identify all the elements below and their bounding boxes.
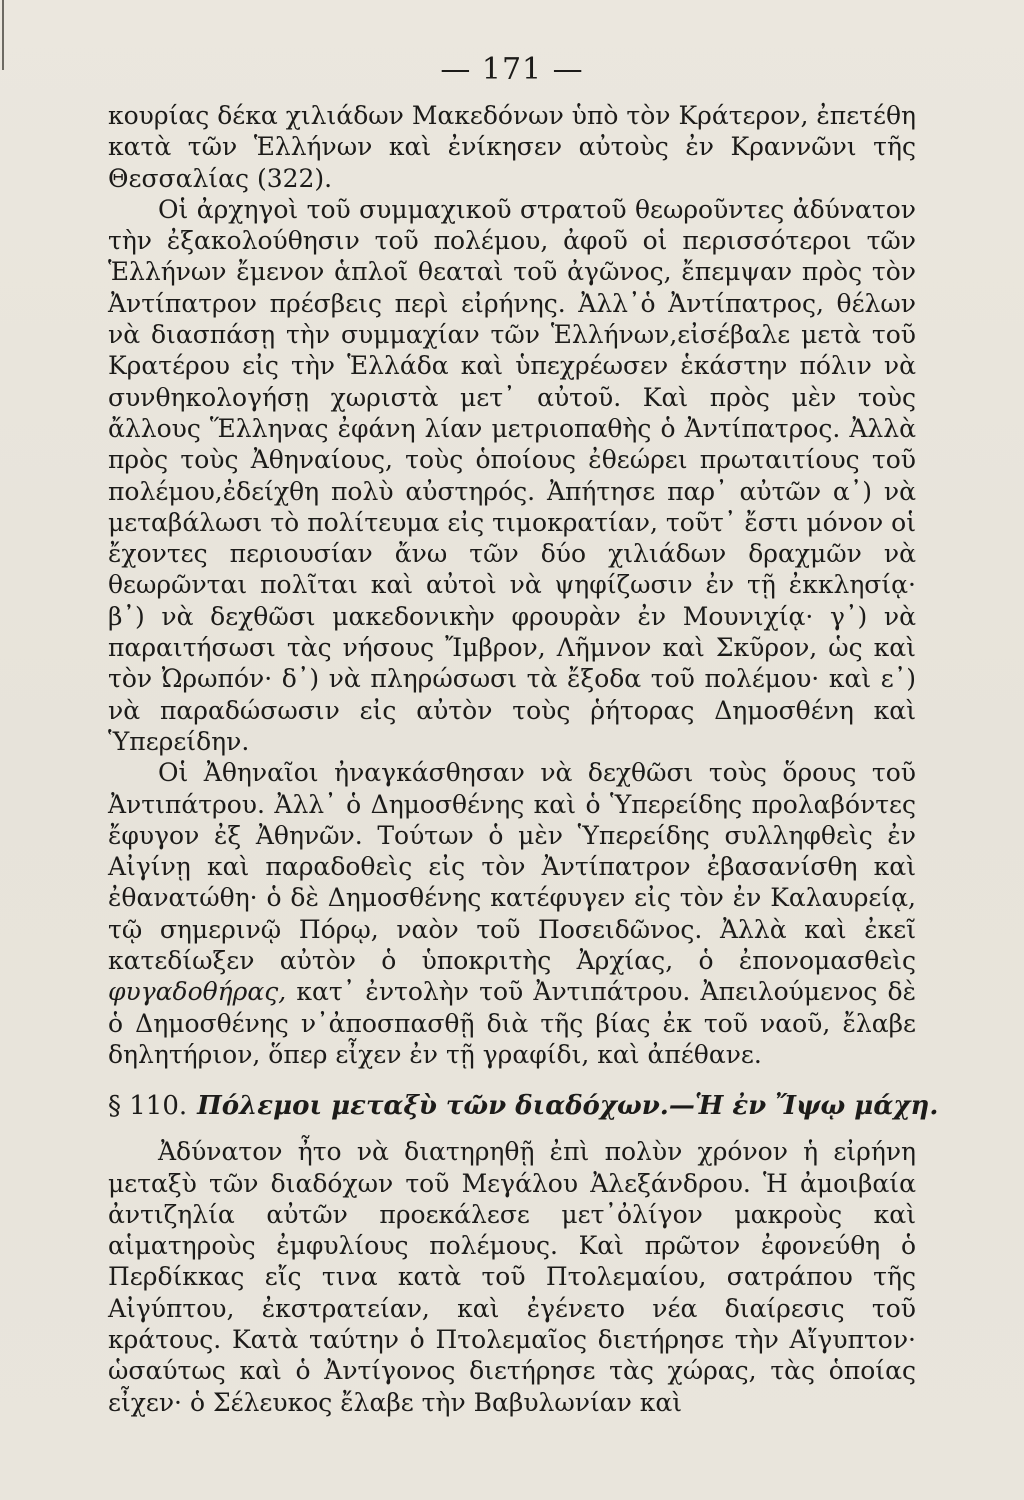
paragraph-demosthenes <box>108 757 916 1070</box>
italic-term: φυγαδοθήρας, <box>108 977 287 1007</box>
section-heading <box>108 1090 939 1122</box>
paragraph-peace-negotiations: Οἱ ἀρχηγοὶ τοῦ συμμαχικοῦ στρατοῦ θεωροῦντες ἀδύνατον τὴν ἐξακολούθησιν τοῦ πολέμου, ἀφοῦ οἱ περισσότεροι τῶν Ἑλλήνων ἔμενον ἁπλοῖ θεαταὶ τοῦ ἀγῶνος, ἔπεμψαν πρὸς τὸν Ἀντίπατρον πρέσβεις περὶ εἰρήνης. Ἀλλ᾽ὁ Ἀντίπατρος, θέλων νὰ διασπάσῃ τὴν συμμαχίαν τῶν Ἑλλήνων,εἰσέβαλε μετὰ τοῦ Κρατέρου εἰς τὴν Ἑλλάδα καὶ ὑπεχρέωσεν ἑκάστην πόλιν νὰ συνθηκολογήσῃ χωριστὰ μετ᾽ αὐτοῦ. Καὶ πρὸς μὲν τοὺς ἄλλους Ἕλληνας ἐφάνη λίαν μετριοπαθὴς ὁ Ἀντίπατρος. Ἀλλὰ πρὸς τοὺς Ἀθηναίους, τοὺς ὁποίους ἐθεώρει πρωταιτίους τοῦ πολέμου,ἐδείχθη πολὺ αὐστηρός. Ἀπήτησε παρ᾽ αὐτῶν α᾽) νὰ μεταβάλωσι τὸ πολίτευμα εἰς τιμοκρατίαν, τοῦτ᾽ ἔστι μόνον οἱ ἔχοντες περιουσίαν ἄνω τῶν δύο χιλιάδων δραχμῶν νὰ θεωρῶνται πολῖται καὶ αὐτοὶ νὰ ψηφίζωσιν ἐν τῇ ἐκκλησίᾳ· β᾽) νὰ δεχθῶσι μακεδονικὴν φρουρὰν ἐν Μουνιχίᾳ· γ᾽) νὰ παραιτήσωσι τὰς νήσους Ἴμβρον, Λῆμνον καὶ Σκῦρον, ὡς καὶ τὸν Ὠρωπόν· δ᾽) νὰ πληρώσωσι τὰ ἔξοδα τοῦ πολέμου· καὶ ε᾽) νὰ παραδώσωσιν εἰς αὐτὸν τοὺς ῥήτορας Δημοσθένη καὶ Ὑπερείδην. <box>108 194 916 756</box>
section-number: § 110. <box>108 1091 188 1122</box>
paragraph-text-before: Οἱ Ἀθηναῖοι ἠναγκάσθησαν νὰ δεχθῶσι τοὺς ὅρους τοῦ Ἀντιπάτρου. Ἀλλ᾽ ὁ Δημοσθένης καὶ ὁ Ὑπερείδης προλαβόντες ἔφυγον ἐξ Ἀθηνῶν. Τούτων ὁ μὲν Ὑπερείδης συλληφθεὶς ἐν Αἰγίνῃ καὶ παραδοθεὶς εἰς τὸν Ἀντίπατρον ἐβασανίσθη καὶ ἐθανατώθη· ὁ δὲ Δημοσθένης κατέφυγεν εἰς τὸν ἐν Καλαυρείᾳ, τῷ σημερινῷ Πόρῳ, ναὸν τοῦ Ποσειδῶνος. Ἀλλὰ καὶ ἐκεῖ κατεδίωξεν αὐτὸν ὁ ὑποκριτὴς Ἀρχίας, ὁ ἐπονομασθεὶς <box>108 758 916 976</box>
paragraph-continuation: κουρίας δέκα χιλιάδων Μακεδόνων ὑπὸ τὸν Κράτερον, ἐπετέθη κατὰ τῶν Ἑλλήνων καὶ ἐνίκησεν αὐτοὺς ἐν Κραννῶνι τῆς Θεσσαλίας (322). <box>108 101 916 193</box>
section-title: Πόλεμοι μεταξὺ τῶν διαδόχων.—Ἡ ἐν Ἴψῳ μάχη. <box>197 1091 939 1122</box>
paragraph-text-after: κατ᾽ ἐντολὴν τοῦ Ἀντιπάτρου. Ἀπειλούμενος δὲ ὁ Δημοσθένης ν᾽ἀποσπασθῇ διὰ τῆς βίας ἐκ τοῦ ναοῦ, ἔλαβε δηλητήριον, ὅπερ εἶχεν ἐν τῇ γραφίδι, καὶ ἀπέθανε. <box>108 977 916 1069</box>
paragraph-successors: Ἀδύνατον ἦτο νὰ διατηρηθῇ ἐπὶ πολὺν χρόνον ἡ εἰρήνη μεταξὺ τῶν διαδόχων τοῦ Μεγάλου Ἀλεξάνδρου. Ἡ ἀμοιβαία ἀντιζηλία αὐτῶν προεκάλεσε μετ᾽ὀλίγον μακροὺς καὶ αἱματηροὺς ἐμφυλίους πολέμους. Καὶ πρῶτον ἐφονεύθη ὁ Περδίκκας εἴς τινα κατὰ τοῦ Πτολεμαίου, σατράπου τῆς Αἰγύπτου, ἐκστρατείαν, καὶ ἐγένετο νέα διαίρεσις τοῦ κράτους. Κατὰ ταύτην ὁ Πτολεμαῖος διετήρησε τὴν Αἴγυπτον· ὡσαύτως καὶ ὁ Ἀντίγονος διετήρησε τὰς χώρας, τὰς ὁποίας εἶχεν· ὁ Σέλευκος ἔλαβε τὴν Βαβυλωνίαν καὶ <box>108 1137 916 1417</box>
page-body <box>108 100 939 1418</box>
page-number: — 171 — <box>440 52 584 87</box>
